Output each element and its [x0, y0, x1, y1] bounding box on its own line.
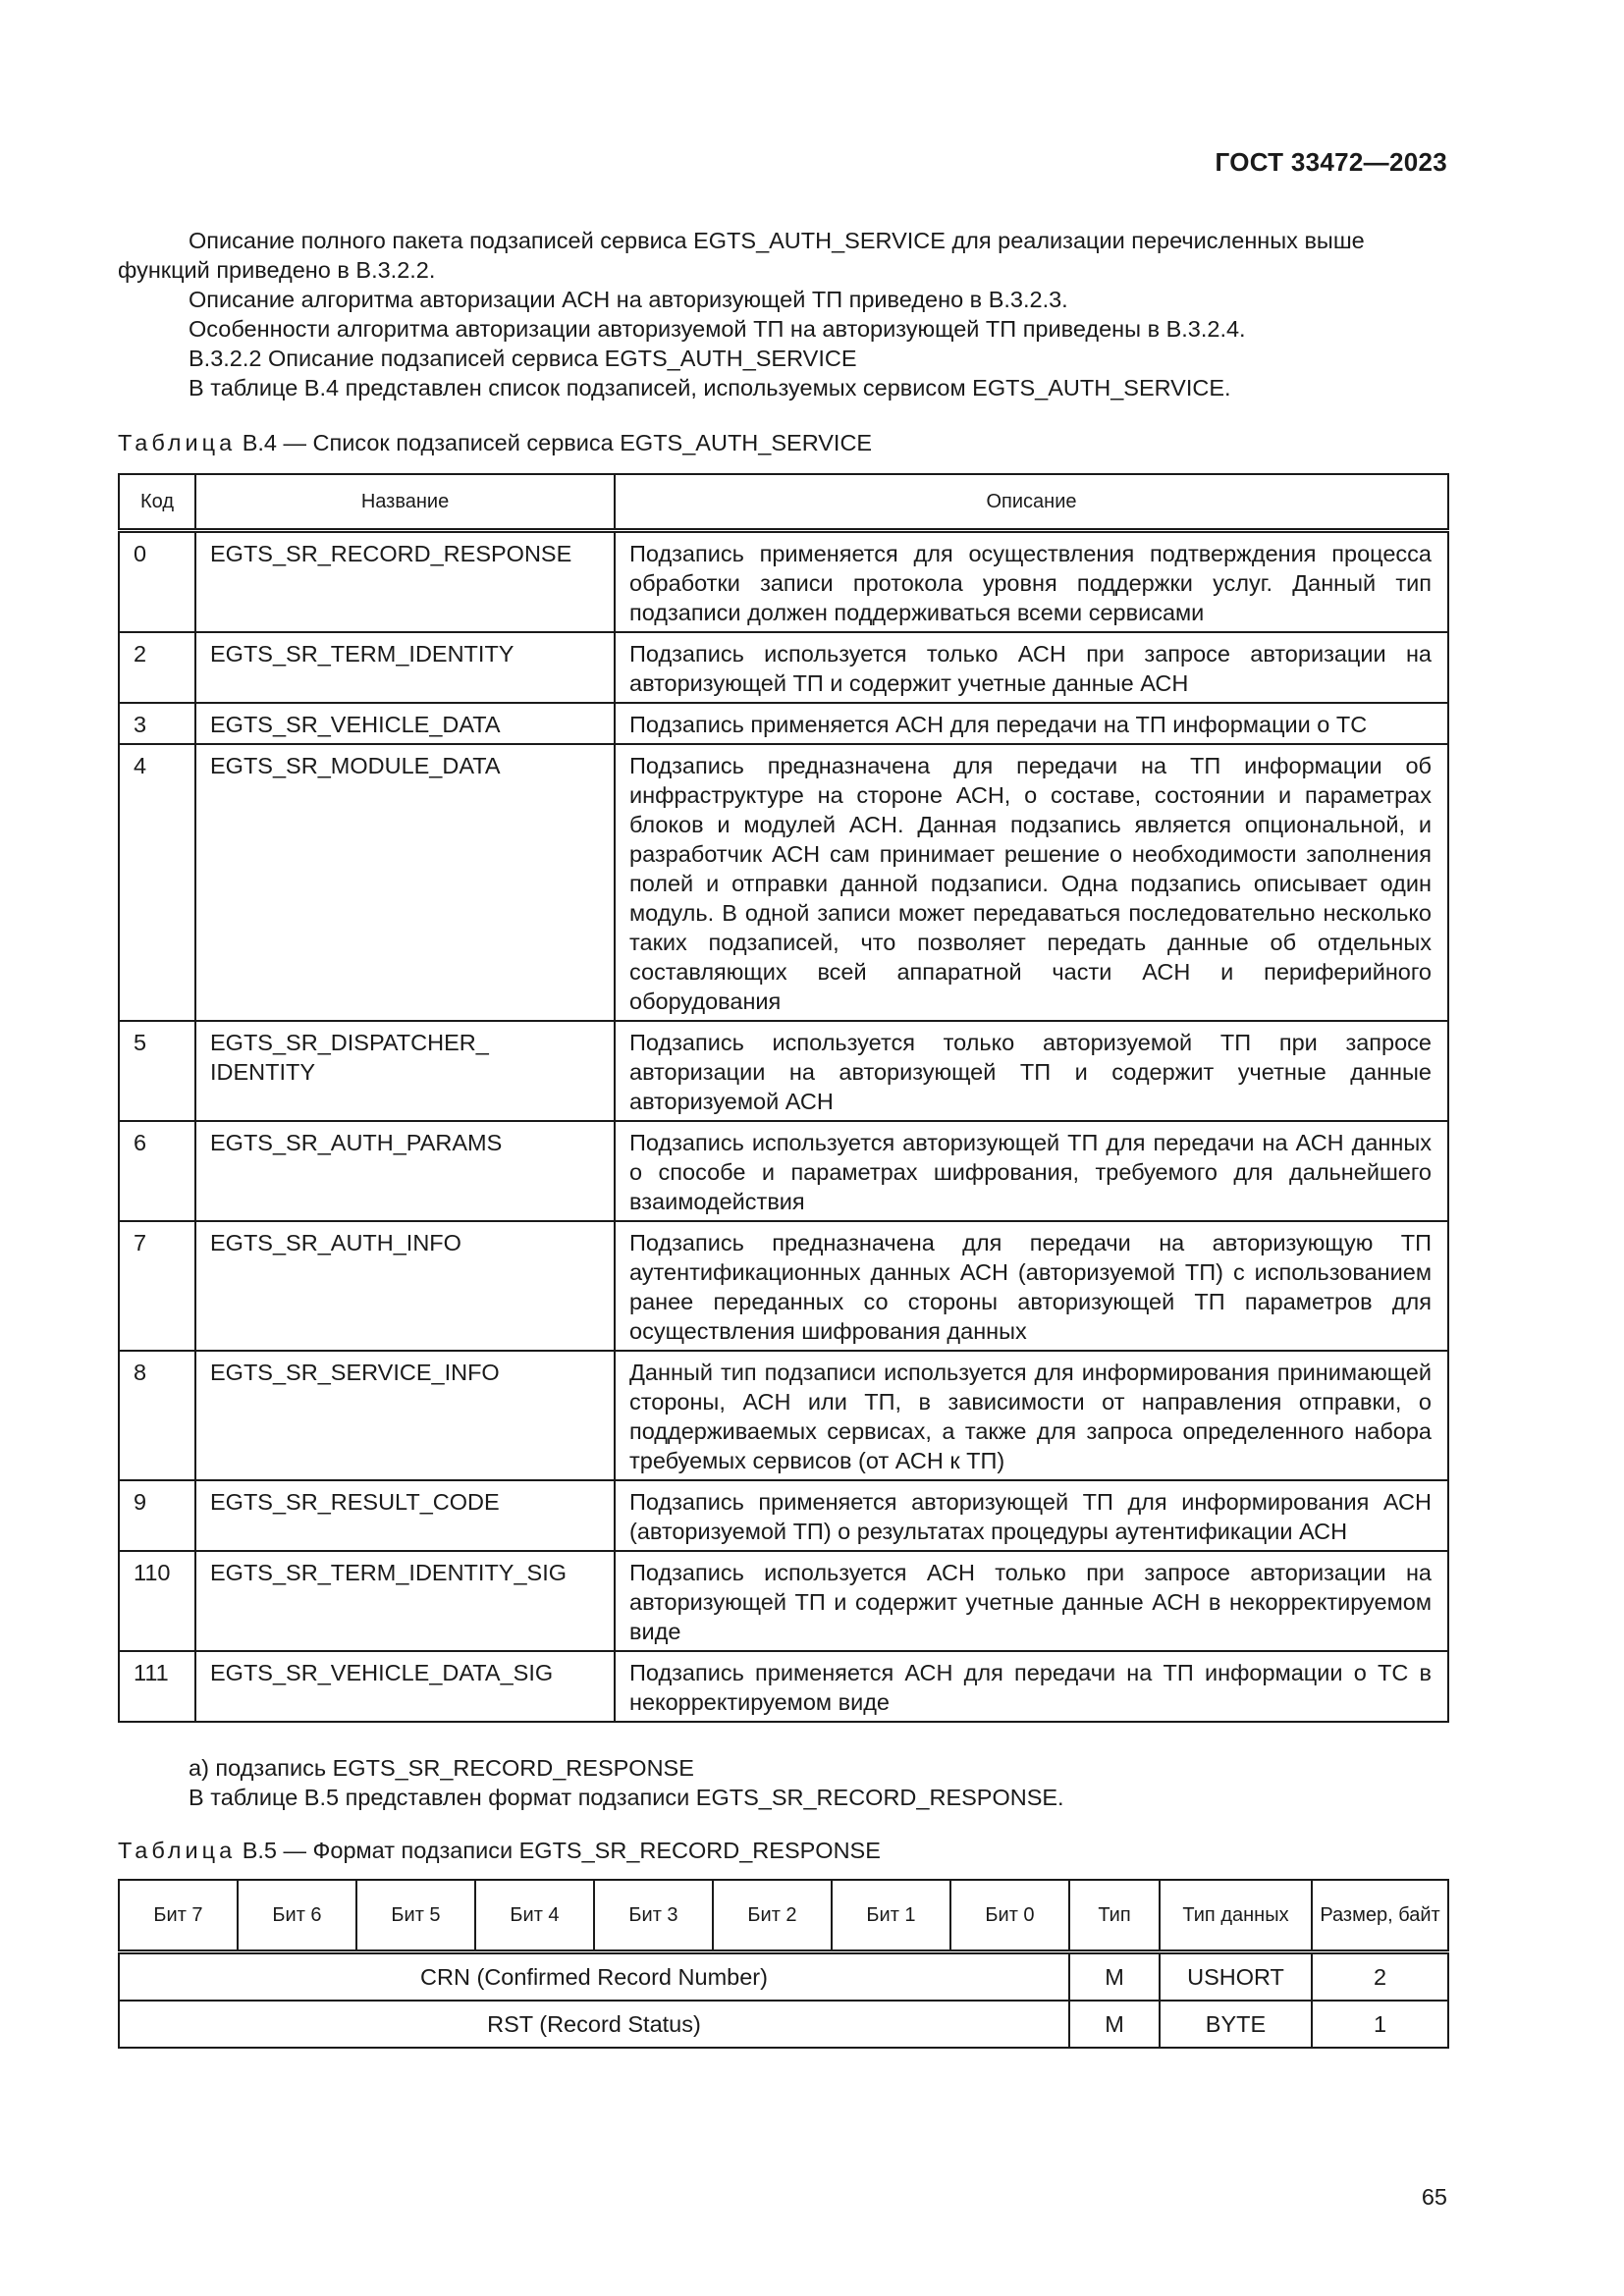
cell-name: EGTS_SR_SERVICE_INFO — [195, 1351, 615, 1480]
table4-caption — [118, 430, 872, 456]
intro-paragraph-5: В таблице В.4 представлен список подзаписей, используемых сервисом EGTS_AUTH_SERVICE. — [189, 375, 1231, 400]
cell-field: CRN (Confirmed Record Number) — [119, 1952, 1069, 2002]
table-header-row — [119, 1880, 1448, 1952]
table4-caption-word: Таблица — [118, 430, 237, 455]
record-response-format-table — [118, 1879, 1449, 2049]
cell-type: M — [1069, 2001, 1160, 2048]
header-size: Размер, байт — [1312, 1880, 1448, 1952]
cell-code: 110 — [119, 1551, 195, 1651]
cell-code: 9 — [119, 1480, 195, 1551]
cell-name: EGTS_SR_TERM_IDENTITY — [195, 632, 615, 703]
subrecord-list-table — [118, 473, 1449, 1723]
table-row — [119, 1021, 1448, 1121]
header-description: Описание — [615, 474, 1448, 531]
cell-name: EGTS_SR_RESULT_CODE — [195, 1480, 615, 1551]
cell-name: EGTS_SR_DISPATCHER_ IDENTITY — [195, 1021, 615, 1121]
cell-description: Подзапись применяется для осуществления подтверждения процесса обработки записи протокола уровня поддержки услуг. Данный тип подзаписи должен поддерживаться всеми сервисами — [615, 531, 1448, 633]
table5-caption-word: Таблица — [118, 1838, 237, 1863]
header-name: Название — [195, 474, 615, 531]
header-bit7: Бит 7 — [119, 1880, 238, 1952]
header-bit2: Бит 2 — [713, 1880, 832, 1952]
table-row — [119, 1551, 1448, 1651]
intro-paragraph-1: Описание полного пакета подзаписей сервиса EGTS_AUTH_SERVICE для реализации перечисленных выше функций приведено в В.3.2.2. — [118, 228, 1365, 283]
cell-description: Подзапись используется авторизующей ТП для передачи на АСН данных о способе и параметрах шифрования, требуемого для дальнейшего взаимодействия — [615, 1121, 1448, 1221]
mid-paragraph-2: В таблице В.5 представлен формат подзаписи EGTS_SR_RECORD_RESPONSE. — [189, 1785, 1064, 1810]
table-row — [119, 1221, 1448, 1351]
cell-name: EGTS_SR_VEHICLE_DATA_SIG — [195, 1651, 615, 1722]
cell-description: Подзапись предназначена для передачи на ТП информации об инфраструктуре на стороне АСН, о составе, состоянии и параметрах блоков и модулей АСН. Данная подзапись является опциональной, и разработчик АСН сам принимает решение о необходимости заполнения полей и отправки данной подзаписи. Одна подзапись описывает один модуль. В одной записи может передаваться последовательно несколько таких подзаписей, что позволяет передать данные об отдельных составляющих всей аппаратной части АСН и периферийного оборудования — [615, 744, 1448, 1021]
cell-name: EGTS_SR_MODULE_DATA — [195, 744, 615, 1021]
intro-paragraph-3: Особенности алгоритма авторизации авторизуемой ТП на авторизующей ТП приведены в В.3.2.4. — [189, 316, 1246, 342]
page-number: 65 — [1421, 2184, 1447, 2210]
table-row — [119, 2001, 1448, 2048]
cell-description: Подзапись предназначена для передачи на авторизующую ТП аутентификационных данных АСН (авторизуемой ТП) с использованием ранее переданных со стороны авторизующей ТП параметров для осуществления шифрования данных — [615, 1221, 1448, 1351]
table-row — [119, 1121, 1448, 1221]
table-row — [119, 1651, 1448, 1722]
cell-code: 3 — [119, 703, 195, 744]
cell-description: Данный тип подзаписи используется для информирования принимающей стороны, АСН или ТП, в зависимости от направления отправки, о поддерживаемых сервисах, а также для запроса определенного набора требуемых сервисов (от АСН к ТП) — [615, 1351, 1448, 1480]
table-row — [119, 1480, 1448, 1551]
cell-description: Подзапись используется только авторизуемой ТП при запросе авторизации на авторизующей ТП и содержит учетные данные авторизуемой АСН — [615, 1021, 1448, 1121]
table-row — [119, 744, 1448, 1021]
header-data-type: Тип данных — [1160, 1880, 1312, 1952]
cell-name: EGTS_SR_RECORD_RESPONSE — [195, 531, 615, 633]
cell-type: M — [1069, 1952, 1160, 2002]
cell-code: 4 — [119, 744, 195, 1021]
cell-name: EGTS_SR_TERM_IDENTITY_SIG — [195, 1551, 615, 1651]
cell-code: 0 — [119, 531, 195, 633]
table-row — [119, 632, 1448, 703]
header-code: Код — [119, 474, 195, 531]
cell-code: 2 — [119, 632, 195, 703]
table4-caption-text: В.4 — Список подзаписей сервиса EGTS_AUTH_SERVICE — [242, 430, 873, 455]
table5-caption — [118, 1838, 881, 1864]
table-row — [119, 531, 1448, 633]
cell-description: Подзапись применяется авторизующей ТП для информирования АСН (авторизуемой ТП) о результатах процедуры аутентификации АСН — [615, 1480, 1448, 1551]
standard-number: ГОСТ 33472—2023 — [1215, 147, 1447, 177]
cell-code: 7 — [119, 1221, 195, 1351]
section-heading: В.3.2.2 Описание подзаписей сервиса EGTS_AUTH_SERVICE — [189, 346, 857, 371]
cell-description: Подзапись применяется АСН для передачи на ТП информации о ТС в некорректируемом виде — [615, 1651, 1448, 1722]
cell-data-type: BYTE — [1160, 2001, 1312, 2048]
cell-name: EGTS_SR_VEHICLE_DATA — [195, 703, 615, 744]
cell-code: 5 — [119, 1021, 195, 1121]
cell-code: 8 — [119, 1351, 195, 1480]
header-bit1: Бит 1 — [832, 1880, 950, 1952]
cell-description: Подзапись применяется АСН для передачи на ТП информации о ТС — [615, 703, 1448, 744]
header-bit6: Бит 6 — [238, 1880, 356, 1952]
table-row — [119, 703, 1448, 744]
header-bit4: Бит 4 — [475, 1880, 594, 1952]
cell-description: Подзапись используется только АСН при запросе авторизации на авторизующей ТП и содержит учетные данные АСН — [615, 632, 1448, 703]
header-bit5: Бит 5 — [356, 1880, 475, 1952]
cell-size: 1 — [1312, 2001, 1448, 2048]
mid-paragraph-1: а) подзапись EGTS_SR_RECORD_RESPONSE — [189, 1755, 694, 1781]
cell-size: 2 — [1312, 1952, 1448, 2002]
cell-name: EGTS_SR_AUTH_PARAMS — [195, 1121, 615, 1221]
cell-data-type: USHORT — [1160, 1952, 1312, 2002]
header-bit0: Бит 0 — [950, 1880, 1069, 1952]
table-row — [119, 1351, 1448, 1480]
cell-code: 6 — [119, 1121, 195, 1221]
table-row — [119, 1952, 1448, 2002]
cell-field: RST (Record Status) — [119, 2001, 1069, 2048]
cell-code: 111 — [119, 1651, 195, 1722]
table-header-row — [119, 474, 1448, 531]
header-bit3: Бит 3 — [594, 1880, 713, 1952]
table5-caption-text: В.5 — Формат подзаписи EGTS_SR_RECORD_RESPONSE — [242, 1838, 881, 1863]
intro-paragraph-2: Описание алгоритма авторизации АСН на авторизующей ТП приведено в В.3.2.3. — [189, 287, 1068, 312]
cell-description: Подзапись используется АСН только при запросе авторизации на авторизующей ТП и содержит учетные данные АСН в некорректируемом виде — [615, 1551, 1448, 1651]
cell-name: EGTS_SR_AUTH_INFO — [195, 1221, 615, 1351]
header-type: Тип — [1069, 1880, 1160, 1952]
